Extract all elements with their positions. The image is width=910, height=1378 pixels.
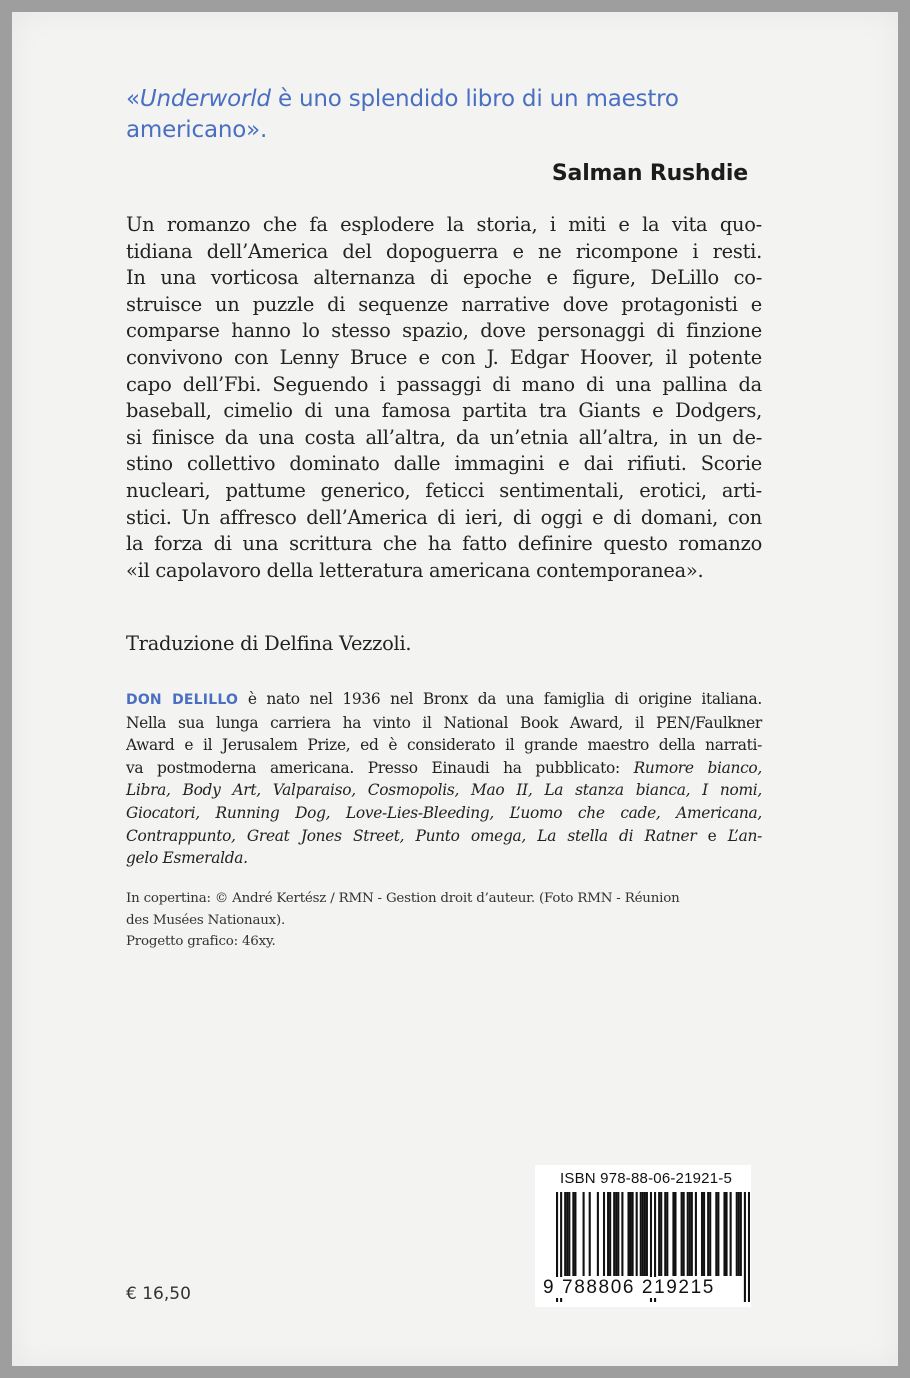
barcode-bar [642, 1192, 644, 1276]
barcode-bar [723, 1192, 725, 1276]
barcode-bar [725, 1192, 727, 1276]
blurb-line: convivono con Lenny Bruce e con J. Edgar Hoover, il potente [126, 345, 762, 369]
barcode-bar [738, 1192, 740, 1276]
blurb-line: capo dell’Fbi. Seguendo i passaggi di mano di una pallina da [126, 372, 762, 396]
barcode-bar [603, 1192, 605, 1276]
author-name: DON DELILLO [126, 692, 239, 708]
review-quote [126, 84, 766, 146]
barcode-bar [707, 1192, 709, 1276]
barcode-bar [683, 1192, 685, 1276]
blurb-line: tidiana dell’America del dopoguerra e ne ricompone i resti. [126, 239, 762, 263]
credits-line: des Musées Nationaux). [126, 912, 286, 928]
barcode-bar [632, 1192, 634, 1276]
bio-line: Nella sua lunga carriera ha vinto il National Book Award, il PEN/Faulkner [126, 713, 762, 732]
barcode-bar [607, 1192, 609, 1276]
barcode-bar [627, 1192, 629, 1276]
barcode-bar [613, 1192, 615, 1276]
bio-line [126, 847, 762, 870]
bio-book-titles: Libra, Body Art, Valparaiso, Cosmopolis, Mao II, La stanza bianca, I nomi, [126, 781, 762, 800]
barcode-bar [617, 1192, 619, 1276]
quote-book-title: Underworld [139, 86, 271, 112]
barcode-bar [681, 1192, 683, 1276]
barcode-bar [660, 1192, 662, 1276]
bio-line [126, 779, 762, 802]
price: € 16,50 [126, 1284, 191, 1304]
bio-line4-text: va postmoderna americana. Presso Einaudi ha pubblicato: [126, 758, 634, 777]
bio-line [126, 757, 762, 780]
quote-text-line1: è uno splendido libro di un maestro [270, 86, 679, 112]
barcode-bar [589, 1192, 591, 1276]
cover-credits [126, 888, 766, 953]
barcode-bar [701, 1192, 703, 1276]
blurb-line: struisce un puzzle di sequenze narrative dove protagonisti e [126, 292, 762, 316]
quote-text-line2: americano». [126, 117, 268, 143]
bio-line: Award e il Jerusalem Prize, ed è considerato il grande maestro della narrati- [126, 736, 762, 755]
barcode-bar [689, 1192, 691, 1276]
isbn-label: ISBN 978-88-06-21921-5 [560, 1170, 733, 1187]
barcode-bar [609, 1192, 611, 1276]
barcode-bar [730, 1192, 732, 1276]
blurb-line: «il capolavoro della letteratura americana contemporanea». [126, 558, 704, 582]
barcode-bar [658, 1192, 660, 1276]
bio-line [126, 802, 762, 825]
blurb-line: la forza di una scrittura che ha fatto definire questo romanzo [126, 532, 762, 556]
bio-book-titles: Rumore bianco, [633, 758, 762, 777]
barcode-bar [709, 1192, 711, 1276]
barcode-bar [615, 1192, 617, 1276]
barcode-bar [687, 1192, 689, 1276]
barcode-bar [703, 1192, 705, 1276]
author-bio [126, 688, 762, 870]
blurb-line: In una vorticosa alternanza di epoche e figure, DeLillo co- [126, 266, 762, 290]
bio-conjunction: e [696, 826, 728, 845]
barcode-bar [640, 1192, 642, 1276]
barcode-bar [666, 1192, 668, 1276]
barcode-bar [566, 1192, 568, 1276]
barcode-bar [740, 1192, 742, 1276]
credits-line: Progetto grafico: 46xy. [126, 934, 276, 949]
bio-book-titles: L’an- [727, 826, 762, 845]
blurb-line: Un romanzo che fa esplodere la storia, i miti e la vita quo- [126, 213, 762, 236]
bio-book-titles: Giocatori, Running Dog, Love-Lies-Bleeding, L’uomo che cade, Americana, [126, 803, 762, 822]
quote-author: Salman Rushdie [551, 161, 748, 186]
barcode-bar [664, 1192, 666, 1276]
barcode-bar [583, 1192, 585, 1276]
translation-credit: Traduzione di Delfina Vezzoli. [126, 632, 412, 655]
bio-line [126, 825, 762, 848]
barcode-bar [636, 1192, 638, 1276]
barcode-bar [736, 1192, 738, 1276]
barcode-bar [646, 1192, 648, 1276]
barcode-bar [568, 1192, 570, 1276]
barcode-bar [717, 1192, 719, 1276]
ean-digits [543, 1277, 755, 1299]
blurb-line: stino collettivo dominato dalle immagini e dai rifiuti. Scorie [126, 452, 762, 476]
barcode-bar [574, 1192, 576, 1276]
blurb-line: baseball, cimelio di una famosa partita tra Giants e Dodgers, [126, 399, 762, 423]
barcode-bar [621, 1192, 623, 1276]
quote-open-mark: « [126, 86, 140, 112]
blurb-line: stici. Un affresco dell’America di ieri, di oggi e di domani, con [126, 505, 762, 529]
blurb-line: nucleari, pattume generico, feticci sentimentali, erotici, arti- [126, 478, 762, 502]
barcode-bar [672, 1192, 674, 1276]
barcode-bar [597, 1192, 599, 1276]
bio-book-titles: gelo Esmeralda. [126, 849, 248, 868]
blurb [126, 212, 762, 584]
barcode-bar [572, 1192, 574, 1276]
barcode-bar [630, 1192, 632, 1276]
credits-line: In copertina: © André Kertész / RMN - Gestion droit d’auteur. (Foto RMN - Réunion [126, 891, 680, 906]
blurb-line: si finisce da una costa all’altra, da un’etnia all’altra, in un de- [126, 425, 762, 449]
barcode-bar [691, 1192, 693, 1276]
barcode-bar [564, 1192, 566, 1276]
barcode-bar [715, 1192, 717, 1276]
barcode-bar [695, 1192, 697, 1276]
barcode-bar [674, 1192, 676, 1276]
bio-book-titles: Contrappunto, Great Jones Street, Punto omega, La stella di Ratner [126, 826, 697, 845]
bio-line [126, 688, 762, 712]
barcode-bar [644, 1192, 646, 1276]
blurb-line: comparse hanno lo stesso spazio, dove personaggi di finzione [126, 319, 762, 343]
bio-line1-text: è nato nel 1936 nel Bronx da una famiglia di origine italiana. [238, 690, 762, 708]
ean-digits-text: 9 788806 219215 [543, 1277, 715, 1298]
